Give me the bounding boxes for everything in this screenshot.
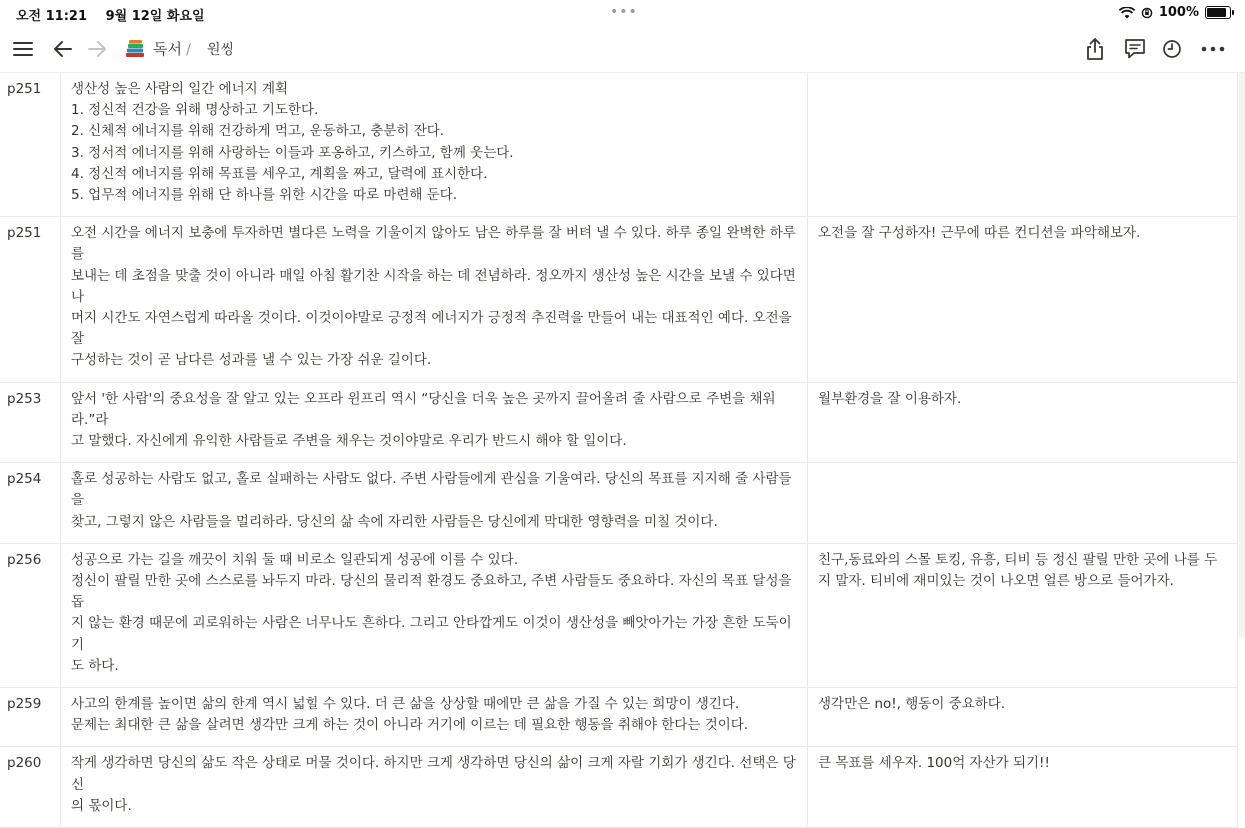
quote-line: 보내는 데 초점을 맞출 것이 아니라 매일 아침 활기찬 시작을 하는 데 전념하라. 정오까지 생산성 높은 시간을 보낼 수 있다면 나 [71, 267, 796, 305]
breadcrumb-parent[interactable] [153, 38, 191, 59]
comments-icon[interactable] [1121, 35, 1149, 63]
top-toolbar [0, 26, 1245, 73]
quote-cell[interactable] [61, 463, 808, 544]
table-row[interactable] [0, 463, 1238, 544]
page-number-cell[interactable]: p256 [0, 543, 61, 687]
quote-line: 문제는 최대한 큰 삶을 살려면 생각만 크게 하는 것이 아니라 거기에 이르는 데 필요한 행동을 취해야 한다는 것이다. [71, 717, 749, 734]
quote-line: 머지 시간도 자연스럽게 따라올 것이다. 이것이야말로 긍정적 에너지가 긍정적 추진력을 만들어 내는 대표적인 예다. 오전을 잘 [71, 310, 792, 348]
quote-cell[interactable] [61, 688, 808, 747]
note-cell[interactable]: 큰 목표를 세우자. 100억 자산가 되기!! [808, 747, 1238, 828]
quote-cell[interactable] [61, 382, 808, 463]
battery-percent: 100% [1158, 5, 1199, 20]
multitasking-dots-icon[interactable]: ••• [610, 4, 638, 20]
table-row[interactable] [0, 73, 1238, 217]
quote-line: 홀로 성공하는 사람도 없고, 홀로 실패하는 사람도 없다. 주변 사람들에게 관심을 기울여라. 당신의 목표를 지지해 줄 사람들을 [71, 471, 792, 509]
wifi-icon [1119, 7, 1135, 19]
quote-cell[interactable] [61, 747, 808, 828]
status-time: 오전 11:21 [16, 9, 88, 24]
back-arrow-icon[interactable] [49, 35, 77, 63]
rotation-lock-icon [1141, 7, 1153, 19]
breadcrumb-separator: / [185, 40, 192, 58]
page-number-cell[interactable]: p253 [0, 382, 61, 463]
breadcrumb-current[interactable]: 원씽 [207, 42, 235, 58]
quote-line: 3. 정서적 에너지를 위해 사랑하는 이들과 포옹하고, 키스하고, 함께 웃는다. [71, 144, 514, 161]
quote-line: 지 않는 환경 때문에 괴로워하는 사람은 너무나도 흔하다. 그리고 안타깝게도 이것이 생산성을 빼앗아가는 가장 흔한 도둑이기 [71, 615, 792, 653]
quote-line: 의 몫이다. [71, 797, 132, 814]
books-icon[interactable] [121, 35, 149, 63]
quote-line: 오전 시간을 에너지 보충에 투자하면 별다른 노력을 기울이지 않아도 남은 하루를 잘 버텨 낼 수 있다. 하루 종일 완벽한 하루를 [71, 225, 796, 263]
quote-cell[interactable] [61, 543, 808, 687]
table-row[interactable] [0, 747, 1238, 828]
table-row[interactable] [0, 382, 1238, 463]
status-bar [0, 0, 1245, 26]
quote-line: 성공으로 가는 길을 깨끗이 치워 둘 때 비로소 일관되게 성공에 이를 수 있다. [71, 551, 519, 568]
table-row[interactable] [0, 543, 1238, 687]
note-cell[interactable]: 생각만은 no!, 행동이 중요하다. [808, 688, 1238, 747]
quote-line: 5. 업무적 에너지를 위해 단 하나를 위한 시간을 따로 마련해 둔다. [71, 187, 458, 204]
quote-line: 찾고, 그렇지 않은 사람들을 멀리하라. 당신의 삶 속에 자리한 사람들은 당신에게 막대한 영향력을 미칠 것이다. [71, 513, 718, 530]
quote-line: 4. 정신적 에너지를 위해 목표를 세우고, 계획을 짜고, 달력에 표시한다. [71, 165, 488, 182]
quote-line: 정신이 팔릴 만한 곳에 스스로를 놔두지 마라. 당신의 물리적 환경도 중요하고, 주변 사람들도 중요하다. 자신의 목표 달성을 돕 [71, 573, 792, 611]
page-number-cell[interactable]: p254 [0, 463, 61, 544]
quote-line: 도 하다. [71, 657, 119, 674]
table-row[interactable] [0, 688, 1238, 747]
quote-line: 앞서 '한 사람'의 중요성을 잘 알고 있는 오프라 윈프리 역시 “당신을 더욱 높은 곳까지 끌어올려 줄 사람으로 주변을 채워라.”라 [71, 390, 776, 428]
quote-line: 사고의 한계를 높이면 삶의 한계 역시 넓힐 수 있다. 더 큰 삶을 상상할 때에만 큰 삶을 가질 수 있는 희망이 생긴다. [71, 696, 740, 713]
note-cell[interactable] [808, 463, 1238, 544]
share-icon[interactable] [1081, 35, 1109, 63]
quote-line: 생산성 높은 사람의 일간 에너지 계획 [71, 81, 289, 97]
note-cell[interactable] [808, 73, 1238, 217]
battery-icon [1205, 6, 1231, 19]
page-number-cell[interactable]: p251 [0, 73, 61, 217]
forward-arrow-icon[interactable] [83, 35, 111, 63]
quote-line: 2. 신체적 에너지를 위해 건강하게 먹고, 운동하고, 충분히 잔다. [71, 123, 445, 140]
more-options-icon[interactable] [1199, 35, 1227, 63]
notes-table [0, 73, 1238, 828]
quote-line: 구성하는 것이 곧 남다른 성과를 낼 수 있는 가장 쉬운 길이다. [71, 352, 432, 369]
quote-line: 고 말했다. 자신에게 유익한 사람들로 주변을 채우는 것이야말로 우리가 반드시 해야 할 일이다. [71, 433, 627, 450]
quote-cell[interactable] [61, 73, 808, 217]
breadcrumb-parent-label[interactable]: 독서 [153, 40, 182, 58]
page-number-cell[interactable]: p251 [0, 217, 61, 382]
note-cell[interactable]: 월부환경을 잘 이용하자. [808, 382, 1238, 463]
scrollbar[interactable] [1239, 73, 1245, 638]
page-number-cell[interactable]: p259 [0, 688, 61, 747]
status-date: 9월 12일 화요일 [105, 9, 205, 24]
quote-cell[interactable] [61, 217, 808, 382]
note-cell[interactable]: 친구,동료와의 스몰 토킹, 유흥, 티비 등 정신 팔릴 만한 곳에 나를 두지 말자. 티비에 재미있는 것이 나오면 얼른 방으로 들어가자. [808, 543, 1238, 687]
page-number-cell[interactable]: p260 [0, 747, 61, 828]
menu-icon[interactable] [9, 35, 37, 63]
history-clock-icon[interactable] [1158, 35, 1186, 63]
table-row[interactable] [0, 217, 1238, 382]
quote-line: 작게 생각하면 당신의 삶도 작은 상태로 머물 것이다. 하지만 크게 생각하면 당신의 삶이 크게 자랄 기회가 생긴다. 선택은 당신 [71, 755, 796, 793]
quote-line: 1. 정신적 건강을 위해 명상하고 기도한다. [71, 102, 319, 119]
note-cell[interactable]: 오전을 잘 구성하자! 근무에 따른 컨디션을 파악해보자. [808, 217, 1238, 382]
